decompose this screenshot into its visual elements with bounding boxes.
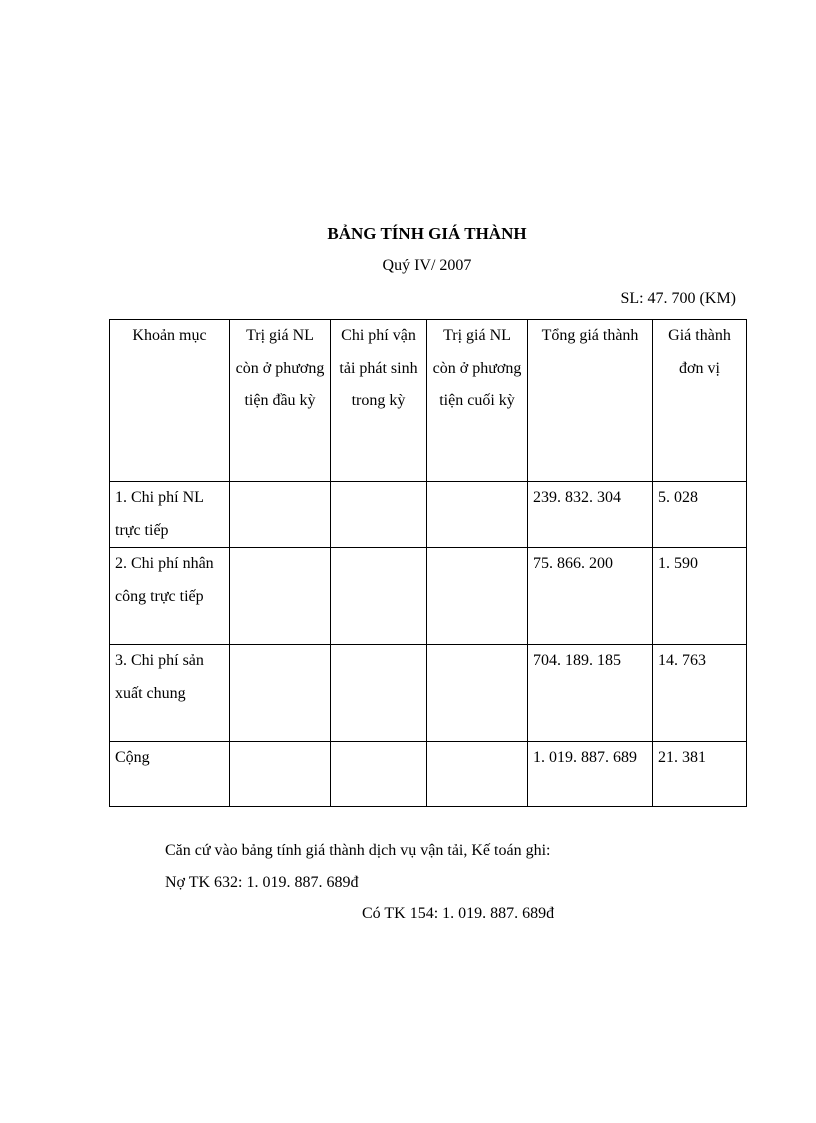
table-cell: 1. 019. 887. 689 <box>528 742 653 807</box>
table-row <box>110 548 747 645</box>
credit-entry: Có TK 154: 1. 019. 887. 689đ <box>362 905 555 922</box>
table-cell: 239. 832. 304 <box>528 482 653 548</box>
header-cell-unit-cost: Giá thành đơn vị <box>653 320 747 482</box>
header-cell-item: Khoản mục <box>110 320 230 482</box>
quantity-label: SL: 47. 700 (KM) <box>620 290 736 307</box>
table-cell <box>331 742 427 807</box>
table-cell: 2. Chi phí nhân công trực tiếp <box>110 548 230 645</box>
header-cell-total-cost: Tổng giá thành <box>528 320 653 482</box>
table-cell <box>427 645 528 742</box>
table-cell: 21. 381 <box>653 742 747 807</box>
table-cell: 5. 028 <box>653 482 747 548</box>
table-cell <box>230 645 331 742</box>
table-cell: 75. 866. 200 <box>528 548 653 645</box>
table-cell <box>230 482 331 548</box>
header-cell-transport-cost: Chi phí vận tải phát sinh trong kỳ <box>331 320 427 482</box>
cost-table <box>109 319 747 807</box>
table-cell <box>331 645 427 742</box>
document-subtitle: Quý IV/ 2007 <box>382 257 472 274</box>
table-cell: 1. Chi phí NL trực tiếp <box>110 482 230 548</box>
table-cell <box>331 482 427 548</box>
table-row <box>110 482 747 548</box>
document-title: BẢNG TÍNH GIÁ THÀNH <box>327 224 527 243</box>
table-cell <box>427 482 528 548</box>
table-cell <box>427 548 528 645</box>
table-cell <box>331 548 427 645</box>
note-paragraph: Căn cứ vào bảng tính giá thành dịch vụ vận tải, Kế toán ghi: <box>165 842 551 859</box>
debit-entry: Nợ TK 632: 1. 019. 887. 689đ <box>165 874 359 891</box>
header-cell-closing-material: Trị giá NL còn ở phương tiện cuối kỳ <box>427 320 528 482</box>
header-cell-opening-material: Trị giá NL còn ở phương tiện đầu kỳ <box>230 320 331 482</box>
table-row <box>110 645 747 742</box>
table-cell: 704. 189. 185 <box>528 645 653 742</box>
table-cell: 1. 590 <box>653 548 747 645</box>
table-cell: 3. Chi phí sản xuất chung <box>110 645 230 742</box>
table-header-row <box>110 320 747 482</box>
table-cell <box>230 742 331 807</box>
table-cell <box>230 548 331 645</box>
table-row-total <box>110 742 747 807</box>
table-cell: 14. 763 <box>653 645 747 742</box>
table-cell <box>427 742 528 807</box>
table-cell: Cộng <box>110 742 230 807</box>
